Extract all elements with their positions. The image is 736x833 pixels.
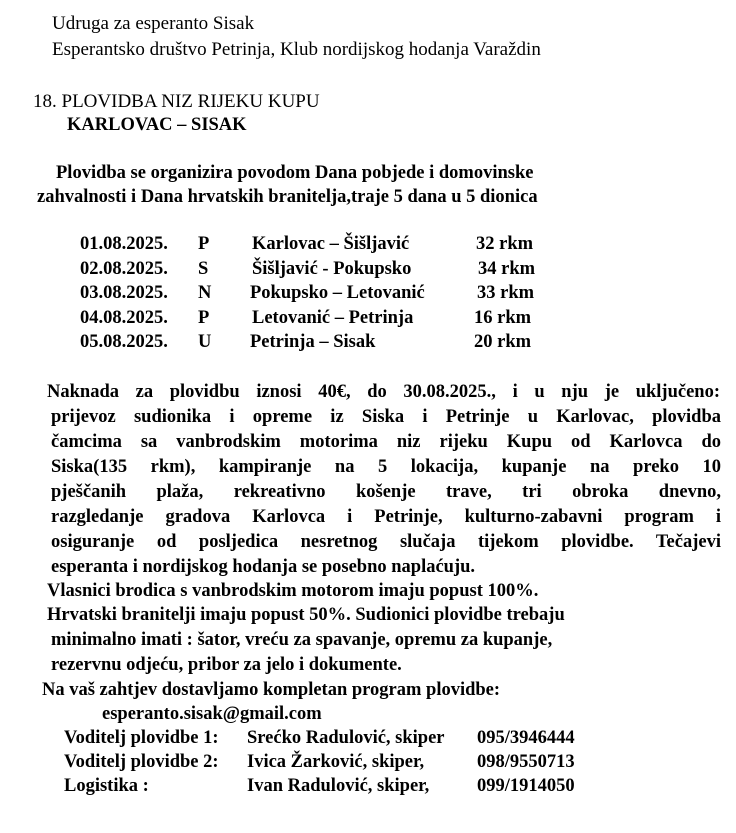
fee-line: Siska(135 rkm), kampiranje na 5 lokacija, kupanje na preko 10 (51, 457, 721, 477)
leader-1-name: Srećko Radulović, skiper (247, 728, 445, 748)
schedule-route: Šišljavić - Pokupsko (252, 258, 412, 279)
fee-line: osiguranje od posljedica nesretnog slučaja tijekom plovidbe. Tečajevi (51, 532, 721, 552)
schedule-day: U (198, 332, 212, 352)
org-line-1: Udruga za esperanto Sisak (52, 13, 255, 34)
schedule-route: Petrinja – Sisak (250, 332, 376, 352)
schedule-date: 05.08.2025. (80, 332, 168, 352)
request-line: Na vaš zahtjev dostavljamo kompletan program plovidbe: (42, 680, 501, 700)
fee-line: esperanta i nordijskog hodanja se posebno naplaćuju. (51, 557, 476, 577)
leader-2-role: Voditelj plovidbe 2: (64, 752, 219, 772)
leader-2-phone: 098/9550713 (477, 752, 575, 772)
leader-1-phone: 095/3946444 (477, 728, 575, 748)
logistics-name: Ivan Radulović, skiper, (247, 776, 430, 796)
equipment-line: rezervnu odjeću, pribor za jelo i dokumente. (51, 655, 402, 675)
schedule-date: 02.08.2025. (80, 258, 168, 279)
schedule-route: Karlovac – Šišljavić (252, 234, 410, 254)
schedule-distance: 16 rkm (474, 307, 532, 328)
leader-1-role: Voditelj plovidbe 1: (64, 728, 219, 748)
schedule-date: 01.08.2025. (80, 234, 168, 254)
equipment-line: minimalno imati : šator, vreću za spavanje, opremu za kupanje, (51, 630, 553, 650)
schedule-distance: 33 rkm (477, 283, 535, 303)
schedule-day: S (198, 258, 209, 279)
schedule-day: P (198, 307, 210, 328)
intro-line-1: Plovidba se organizira povodom Dana pobjede i domovinske (56, 163, 534, 183)
schedule-date: 03.08.2025. (80, 283, 168, 303)
schedule-day: P (198, 234, 210, 254)
schedule-distance: 20 rkm (474, 332, 532, 352)
event-route: KARLOVAC – SISAK (67, 115, 247, 135)
schedule-distance: 32 rkm (476, 234, 534, 254)
fee-line: čamcima sa vanbrodskim motorima niz rijeku Kupu od Karlovca do (51, 432, 721, 452)
schedule-date: 04.08.2025. (80, 307, 168, 328)
schedule-day: N (198, 283, 212, 303)
logistics-role: Logistika : (64, 776, 149, 796)
event-title: 18. PLOVIDBA NIZ RIJEKU KUPU (33, 91, 320, 112)
discount-line: Hrvatski branitelji imaju popust 50%. Sudionici plovidbe trebaju (47, 605, 565, 625)
fee-line: pješčanih plaža, rekreativno košenje trave, tri obroka dnevno, (51, 482, 721, 502)
leader-2-name: Ivica Žarković, skiper, (247, 752, 425, 772)
schedule-route: Pokupsko – Letovanić (250, 283, 425, 303)
contact-email[interactable]: esperanto.sisak@gmail.com (102, 704, 322, 724)
org-line-2: Esperantsko društvo Petrinja, Klub nordijskog hodanja Varaždin (52, 39, 541, 60)
fee-line: prijevoz sudionika i opreme iz Siska i Petrinje u Karlovac, plovidba (51, 407, 721, 427)
schedule-distance: 34 rkm (478, 258, 536, 279)
intro-line-2: zahvalnosti i Dana hrvatskih branitelja,traje 5 dana u 5 dionica (37, 187, 538, 207)
fee-line: Naknada za plovidbu iznosi 40€, do 30.08.2025., i u nju je uključeno: (47, 382, 720, 402)
discount-line: Vlasnici brodica s vanbrodskim motorom imaju popust 100%. (47, 581, 539, 601)
fee-line: razgledanje gradova Karlovca i Petrinje, kulturno-zabavni program i (51, 507, 721, 527)
schedule-route: Letovanić – Petrinja (252, 307, 414, 328)
logistics-phone: 099/1914050 (477, 776, 575, 796)
